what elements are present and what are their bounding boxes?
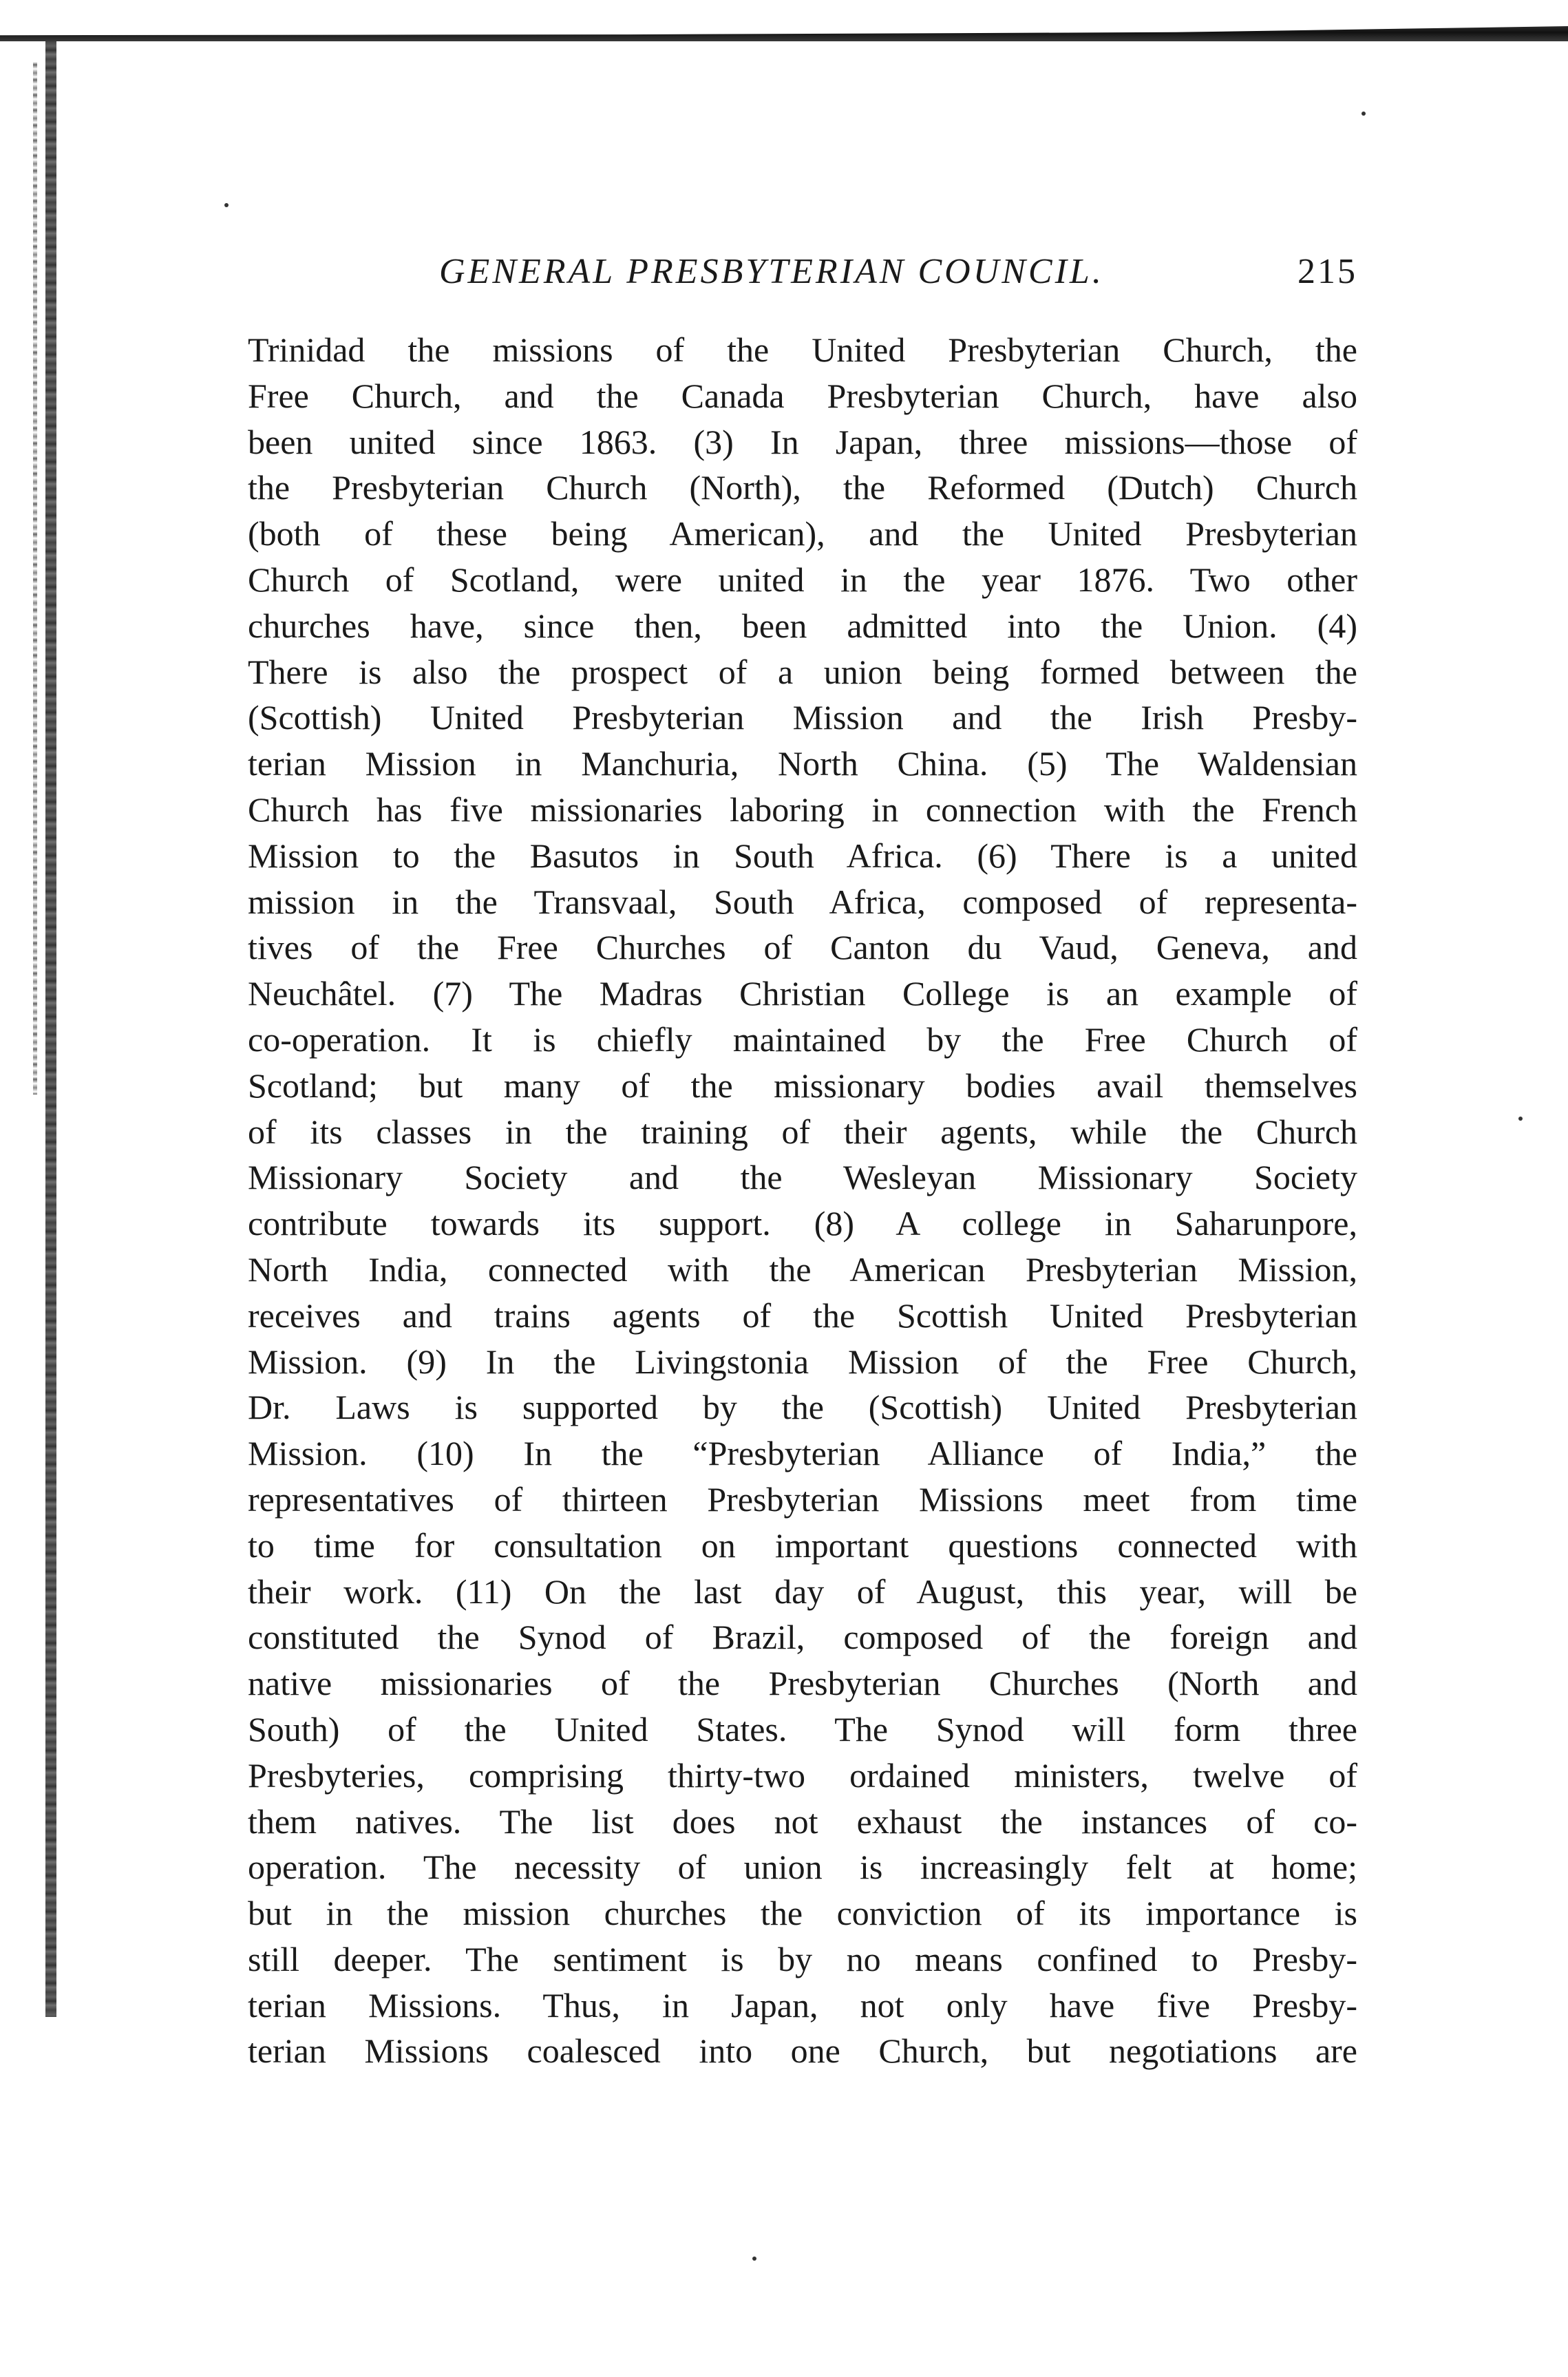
scan-edge-left-outer <box>33 62 37 1095</box>
text-line: been united since 1863. (3) In Japan, three missions—those of <box>248 422 1357 461</box>
text-line: co-operation. It is chiefly maintained by the Free Church of <box>248 1020 1357 1059</box>
text-line: Missionary Society and the Wesleyan Missionary Society <box>248 1158 1357 1197</box>
text-line: but in the mission churches the conviction of its importance is <box>248 1894 1357 1933</box>
scan-speck <box>752 2257 756 2261</box>
text-line: terian Missions. Thus, in Japan, not only have five Presby- <box>248 1985 1357 2025</box>
text-line: terian Missions coalesced into one Church, but negotiations are <box>248 2031 1357 2071</box>
scan-speck <box>1362 112 1366 116</box>
text-line: (Scottish) United Presbyterian Mission and the Irish Presby- <box>248 698 1357 737</box>
text-line: to time for consultation on important questions connected with <box>248 1525 1357 1565</box>
text-line: North India, connected with the American Presbyterian Mission, <box>248 1249 1357 1289</box>
text-line: of its classes in the training of their agents, while the Church <box>248 1112 1357 1151</box>
text-line: There is also the prospect of a union being formed between the <box>248 652 1357 691</box>
scan-edge-left <box>45 41 56 2017</box>
text-line: Dr. Laws is supported by the (Scottish) United Presbyterian <box>248 1388 1357 1427</box>
scan-edge-top <box>0 26 1568 41</box>
page-number: 215 <box>1297 252 1357 291</box>
text-line: representatives of thirteen Presbyterian Missions meet from time <box>248 1479 1357 1519</box>
text-line: terian Mission in Manchuria, North China. (5) The Waldensian <box>248 744 1357 783</box>
body-text <box>248 327 1357 2074</box>
text-line: Neuchâtel. (7) The Madras Christian College is an example of <box>248 974 1357 1013</box>
text-line: contribute towards its support. (8) A college in Saharunpore, <box>248 1204 1357 1243</box>
text-line: tives of the Free Churches of Canton du Vaud, Geneva, and <box>248 928 1357 967</box>
text-line: Trinidad the missions of the United Presbyterian Church, the <box>248 330 1357 369</box>
text-line: native missionaries of the Presbyterian Churches (North and <box>248 1664 1357 1703</box>
text-line: their work. (11) On the last day of August, this year, will be <box>248 1572 1357 1611</box>
text-line: receives and trains agents of the Scottish United Presbyterian <box>248 1296 1357 1335</box>
text-line: still deeper. The sentiment is by no means confined to Presby- <box>248 1939 1357 1978</box>
running-title: GENERAL PRESBYTERIAN COUNCIL. <box>439 252 1104 291</box>
text-line: them natives. The list does not exhaust the instances of co- <box>248 1802 1357 1841</box>
scan-speck <box>224 203 229 207</box>
text-line: mission in the Transvaal, South Africa, composed of representa- <box>248 882 1357 921</box>
running-head <box>248 248 1357 296</box>
text-line: Church has five missionaries laboring in connection with the French <box>248 790 1357 829</box>
text-line: constituted the Synod of Brazil, composed of the foreign and <box>248 1618 1357 1657</box>
text-line: Mission. (10) In the “Presbyterian Alliance of India,” the <box>248 1434 1357 1473</box>
text-line: churches have, since then, been admitted into the Union. (4) <box>248 606 1357 645</box>
text-line: Scotland; but many of the missionary bodies avail themselves <box>248 1066 1357 1105</box>
scan-speck <box>1518 1117 1523 1121</box>
text-line: South) of the United States. The Synod will form three <box>248 1709 1357 1749</box>
text-line: the Presbyterian Church (North), the Reformed (Dutch) Church <box>248 468 1357 507</box>
text-line: Presbyteries, comprising thirty-two ordained ministers, twelve of <box>248 1755 1357 1795</box>
text-line: Free Church, and the Canada Presbyterian Church, have also <box>248 376 1357 415</box>
text-line: (both of these being American), and the United Presbyterian <box>248 514 1357 553</box>
text-line: Mission to the Basutos in South Africa. (6) There is a united <box>248 836 1357 875</box>
text-line: Church of Scotland, were united in the year 1876. Two other <box>248 560 1357 599</box>
text-line: Mission. (9) In the Livingstonia Mission of the Free Church, <box>248 1342 1357 1381</box>
text-line: operation. The necessity of union is increasingly felt at home; <box>248 1848 1357 1887</box>
